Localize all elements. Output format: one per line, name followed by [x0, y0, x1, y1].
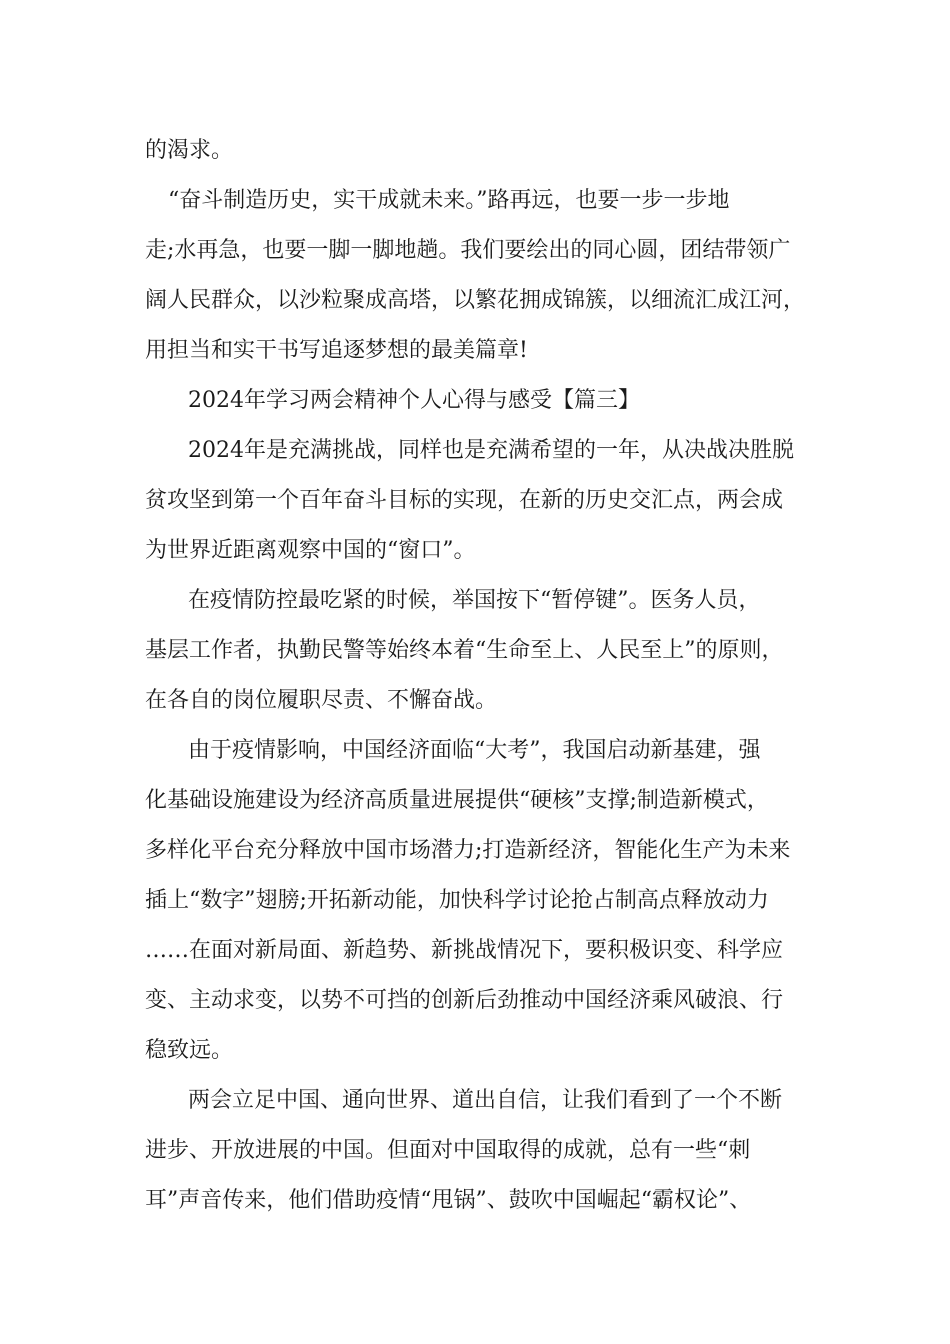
text-line: 进步、开放进展的中国。但面对中国取得的成就，总有一些“刺: [145, 1138, 751, 1163]
text-line: 多样化平台充分释放中国市场潜力;打造新经济，智能化生产为未来: [145, 838, 791, 863]
text-line: 在各自的岗位履职尽责、不懈奋战。: [145, 688, 498, 713]
section-heading: 2024年学习两会精神个人心得与感受【篇三】: [188, 388, 640, 413]
text-line: 化基础设施建设为经济高质量进展提供“硬核”支撑;制造新模式，: [145, 788, 769, 813]
text-line: 2024年是充满挑战，同样也是充满希望的一年，从决战决胜脱: [188, 438, 794, 463]
text-line: “奋斗制造历史，实干成就未来。”路再远，也要一步一步地: [168, 188, 730, 213]
text-line: 走;水再急，也要一脚一脚地趟。我们要绘出的同心圆，团结带领广: [145, 238, 791, 263]
text-line: 基层工作者，执勤民警等始终本着“生命至上、人民至上”的原则，: [145, 638, 784, 663]
text-line: 耳”声音传来，他们借助疫情“甩锅”、鼓吹中国崛起“霸权论”、: [145, 1188, 752, 1213]
text-line: 变、主动求变，以势不可挡的创新后劲推动中国经济乘风破浪、行: [145, 988, 784, 1013]
text-line: 由于疫情影响，中国经济面临“大考”，我国启动新基建，强: [188, 738, 761, 763]
text-line: 两会立足中国、通向世界、道出自信，让我们看到了一个不断: [188, 1088, 783, 1113]
text-line: 用担当和实干书写追逐梦想的最美篇章!: [145, 338, 528, 363]
text-line: 插上“数字”翅膀;开拓新动能，加快科学讨论抢占制高点释放动力: [145, 888, 769, 913]
text-line: 在疫情防控最吃紧的时候，举国按下“暂停键”。医务人员，: [188, 588, 761, 613]
text-line: 的渴求。: [145, 138, 234, 163]
text-line: 阔人民群众，以沙粒聚成高塔，以繁花拥成锦簇，以细流汇成江河，: [145, 288, 806, 313]
text-line: ……在面对新局面、新趋势、新挑战情况下，要积极识变、科学应: [145, 938, 784, 963]
text-line: 贫攻坚到第一个百年奋斗目标的实现，在新的历史交汇点，两会成: [145, 488, 784, 513]
text-line: 为世界近距离观察中国的“窗口”。: [145, 538, 476, 563]
text-line: 稳致远。: [145, 1038, 234, 1063]
